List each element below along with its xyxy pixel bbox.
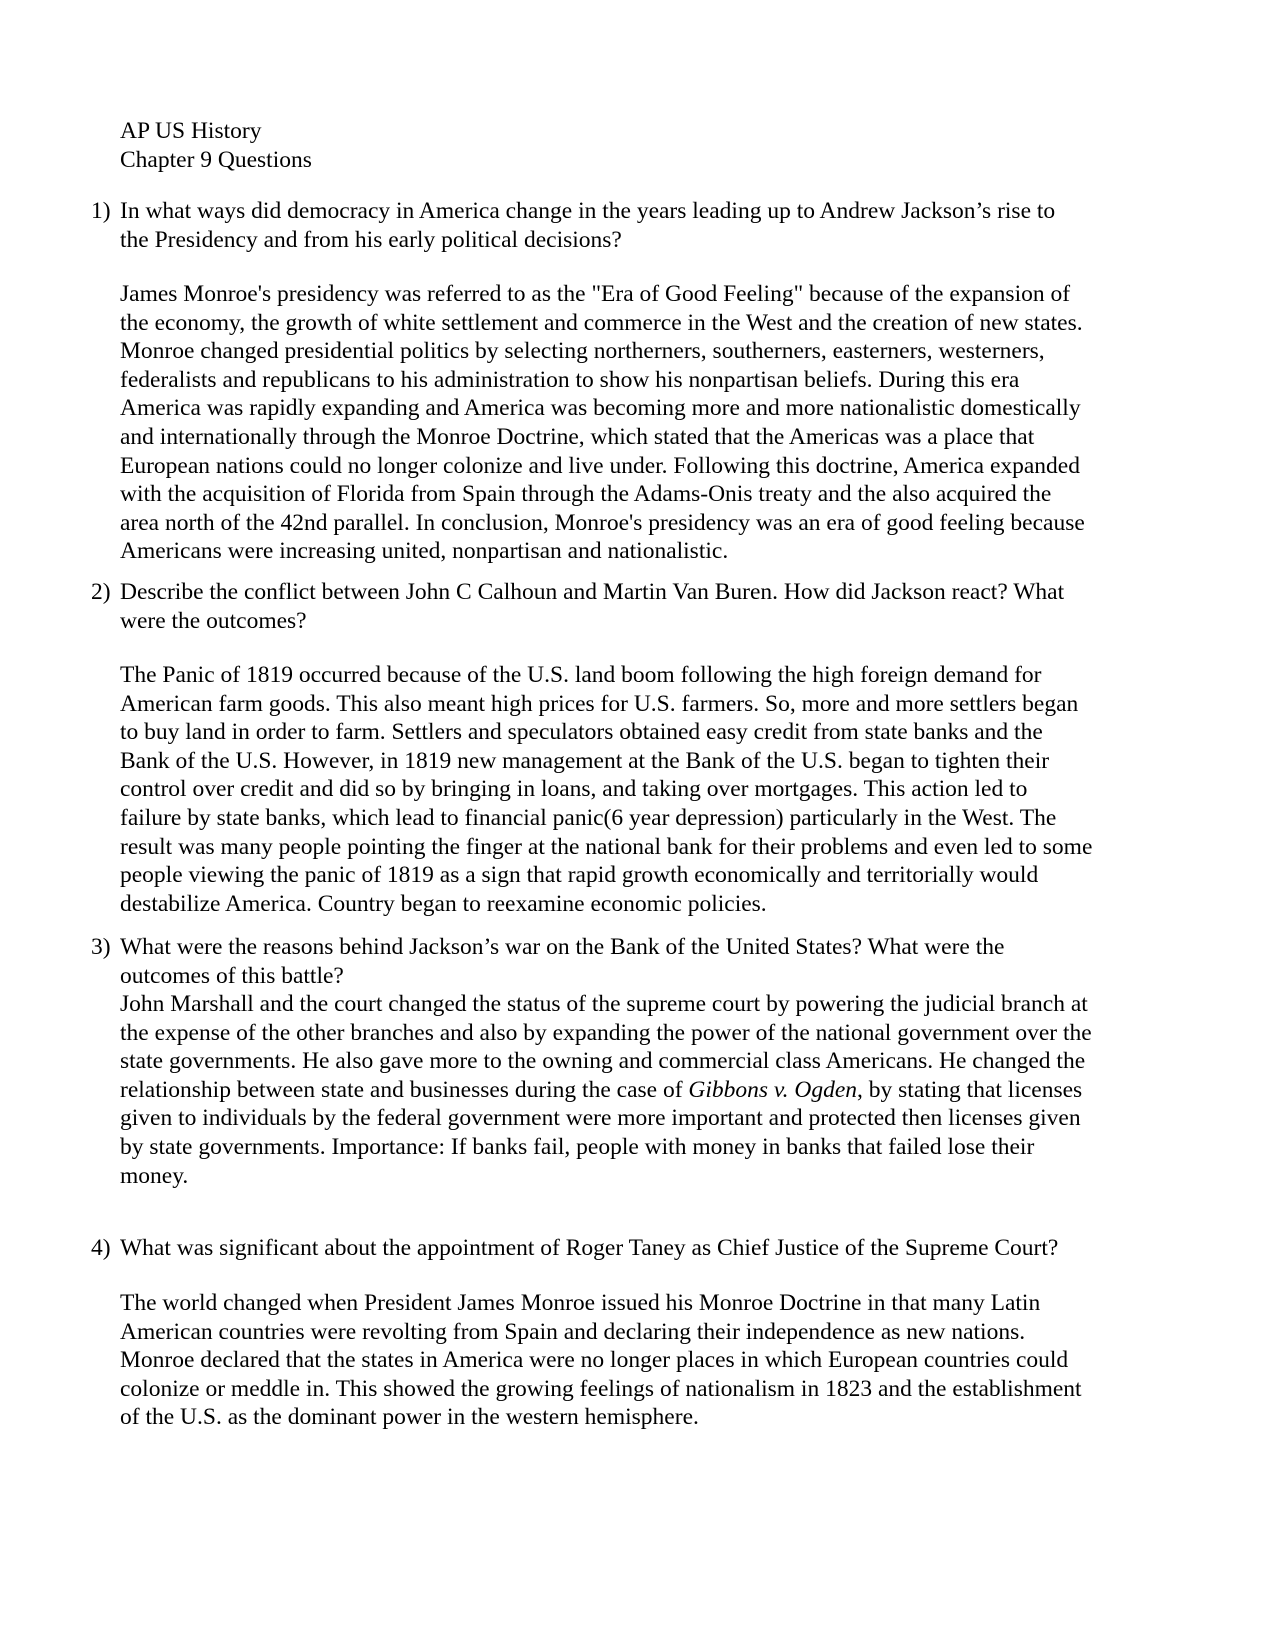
answer-line: of the U.S. as the dominant power in the western hemisphere. bbox=[120, 1404, 699, 1431]
answer-line: destabilize America. Country began to reexamine economic policies. bbox=[120, 890, 767, 917]
answer-text: , by stating that licenses bbox=[857, 1076, 1083, 1103]
answer-line: the economy, the growth of white settlement and commerce in the West and the creation of new states. bbox=[120, 309, 1083, 336]
question-number: 1) bbox=[91, 198, 111, 224]
answer-line: American farm goods. This also meant high prices for U.S. farmers. So, more and more settlers began bbox=[120, 690, 1079, 717]
answer-line: James Monroe's presidency was referred to as the "Era of Good Feeling" because of the expansion of bbox=[120, 281, 1071, 307]
answer-line: federalists and republicans to his administration to show his nonpartisan beliefs. During this era bbox=[120, 366, 1020, 393]
document-header bbox=[120, 117, 1020, 174]
question-line: the Presidency and from his early political decisions? bbox=[120, 226, 622, 253]
question-text bbox=[120, 933, 1120, 990]
answer-line bbox=[120, 1076, 1125, 1105]
question-number: 2) bbox=[91, 579, 111, 605]
answer-4 bbox=[120, 1289, 1125, 1432]
answer-text: relationship between state and businesses during the case of bbox=[120, 1076, 689, 1103]
question-3 bbox=[91, 933, 1191, 990]
answer-3 bbox=[120, 990, 1125, 1190]
answer-line: area north of the 42nd parallel. In conclusion, Monroe's presidency was an era of good feeling because bbox=[120, 509, 1085, 536]
answer-1 bbox=[120, 280, 1125, 566]
answer-line: The world changed when President James Monroe issued his Monroe Doctrine in that many Latin bbox=[120, 1290, 1041, 1316]
answer-line: colonize or meddle in. This showed the growing feelings of nationalism in 1823 and the establishment bbox=[120, 1375, 1082, 1402]
answer-line: Monroe changed presidential politics by selecting northerners, southerners, easterners, westerners, bbox=[120, 338, 1045, 365]
answer-line: John Marshall and the court changed the status of the supreme court by powering the judicial branch at bbox=[120, 991, 1088, 1017]
answer-line: Americans were increasing united, nonpartisan and nationalistic. bbox=[120, 538, 729, 565]
question-number: 4) bbox=[91, 1235, 111, 1261]
answer-line: the expense of the other branches and also by expanding the power of the national government over the bbox=[120, 1019, 1092, 1046]
question-4 bbox=[91, 1234, 1191, 1263]
answer-2 bbox=[120, 661, 1125, 918]
question-line: outcomes of this battle? bbox=[120, 962, 344, 989]
question-1 bbox=[91, 197, 1191, 254]
answer-line: result was many people pointing the finger at the national bank for their problems and even led to some bbox=[120, 833, 1093, 860]
answer-line: to buy land in order to farm. Settlers and speculators obtained easy credit from state banks and the bbox=[120, 719, 1043, 746]
answer-line: by state governments. Importance: If banks fail, people with money in banks that failed lose their bbox=[120, 1133, 1035, 1160]
course-title: AP US History bbox=[120, 118, 262, 144]
answer-line: money. bbox=[120, 1162, 189, 1189]
answer-line: The Panic of 1819 occurred because of the U.S. land boom following the high foreign demand for bbox=[120, 662, 1042, 688]
question-line: What were the reasons behind Jackson’s war on the Bank of the United States? What were the bbox=[120, 934, 1005, 960]
answer-line: with the acquisition of Florida from Spain through the Adams-Onis treaty and the also acquired the bbox=[120, 481, 1052, 508]
question-line: Describe the conflict between John C Calhoun and Martin Van Buren. How did Jackson react? What bbox=[120, 579, 1065, 605]
answer-line: failure by state banks, which lead to financial panic(6 year depression) particularly in the West. The bbox=[120, 804, 1057, 831]
question-text bbox=[120, 197, 1120, 254]
question-line: were the outcomes? bbox=[120, 607, 307, 634]
answer-line: American countries were revolting from Spain and declaring their independence as new nations. bbox=[120, 1318, 1026, 1345]
question-text bbox=[120, 1234, 1120, 1263]
answer-line: given to individuals by the federal government were more important and protected then licenses given bbox=[120, 1105, 1081, 1132]
answer-line: Bank of the U.S. However, in 1819 new management at the Bank of the U.S. began to tighten their bbox=[120, 747, 1050, 774]
answer-line: European nations could no longer colonize and live under. Following this doctrine, America expanded bbox=[120, 452, 1080, 479]
question-2 bbox=[91, 578, 1191, 635]
case-name: Gibbons v. Ogden bbox=[688, 1076, 858, 1103]
answer-line: people viewing the panic of 1819 as a sign that rapid growth economically and territorially would bbox=[120, 862, 1039, 889]
answer-line: America was rapidly expanding and America was becoming more and more nationalistic domestically bbox=[120, 395, 1081, 422]
chapter-title: Chapter 9 Questions bbox=[120, 146, 312, 173]
answer-line: and internationally through the Monroe Doctrine, which stated that the Americas was a place that bbox=[120, 423, 1035, 450]
answer-line: control over credit and did so by bringing in loans, and taking over mortgages. This action led to bbox=[120, 776, 1028, 803]
question-number: 3) bbox=[91, 934, 111, 960]
answer-line: Monroe declared that the states in America were no longer places in which European countries could bbox=[120, 1347, 1069, 1374]
question-line: In what ways did democracy in America change in the years leading up to Andrew Jackson’s rise to bbox=[120, 198, 1056, 224]
question-line: What was significant about the appointment of Roger Taney as Chief Justice of the Supreme Court? bbox=[120, 1235, 1059, 1261]
answer-line: state governments. He also gave more to the owning and commercial class Americans. He changed the bbox=[120, 1048, 1086, 1075]
question-text bbox=[120, 578, 1120, 635]
